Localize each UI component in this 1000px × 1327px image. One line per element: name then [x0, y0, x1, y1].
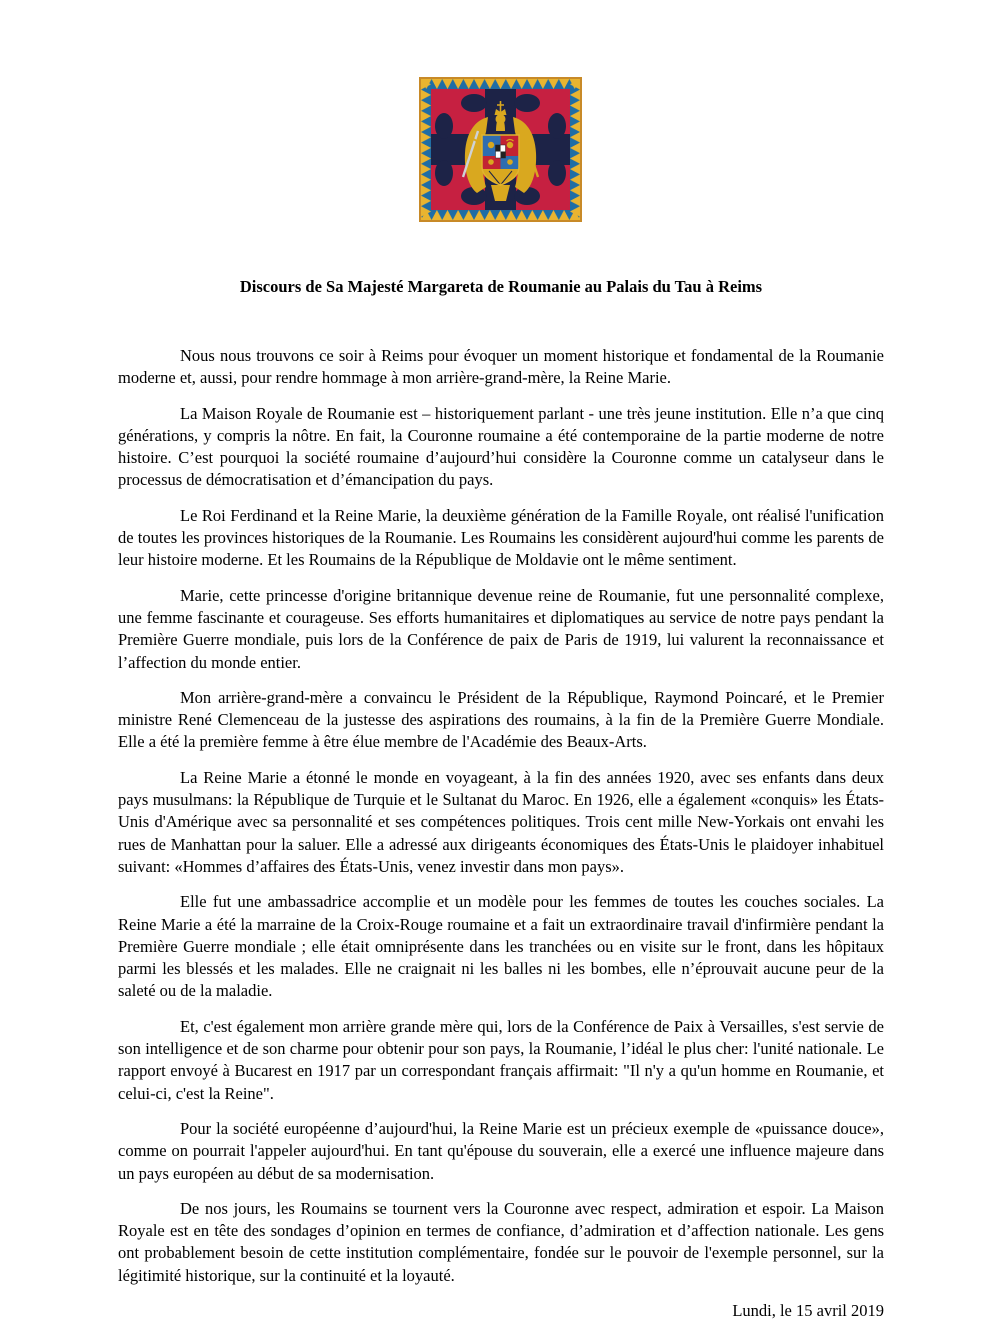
paragraph-8: Et, c'est également mon arrière grande mère qui, lors de la Conférence de Paix à Versailles, s'est servie de son intelligence et de son charme pour obtenir pour son pays, la Roumanie, l’idéal le plus cher: l'unité nationale. Le rapport envoyé à Bucarest en 1917 par un correspondant français affirmait: "Il n'y a qu'un homme en Roumanie, et celui-ci, c'est la Reine".	[118, 1016, 884, 1103]
romanian-royal-standard-image	[419, 77, 582, 222]
coat-of-arms-shield	[482, 135, 519, 185]
paragraph-7: Elle fut une ambassadrice accomplie et un modèle pour les femmes de toutes les couches sociales. La Reine Marie a été la marraine de la Croix-Rouge roumaine et a fait un extraordinaire travail d'infirmière pendant la Première Guerre mondiale ; elle était omniprésente dans les tranchées ou en visite sur le front, dans les hôpitaux parmi les blessés et les malades. Elle ne craignait ni les balles ni les bombes, elle n’éprouvait aucune peur de la saleté ou de la maladie.	[118, 892, 884, 1001]
paragraph-3: Le Roi Ferdinand et la Reine Marie, la deuxième génération de la Famille Royale, ont réalisé l'unification de toutes les provinces historiques de la Roumanie. Les Roumains les considèrent aujourd'hui comme les parents de leur histoire moderne. Et les Roumains de la République de Moldavie ont le même sentiment.	[118, 505, 884, 570]
document-body	[118, 276, 884, 1322]
paragraph-10: De nos jours, les Roumains se tournent vers la Couronne avec respect, admiration et espoir. La Maison Royale est en tête des sondages d’opinion en termes de confiance, d’admiration et d’affection nationale. Les gens ont probablement besoin de cette institution complémentaire, fondée sur le pouvoir de l'exemple personnel, sur la légitimité historique, sur la continuité et la loyauté.	[118, 1198, 884, 1285]
paragraph-5: Mon arrière-grand-mère a convaincu le Président de la République, Raymond Poincaré, et le Premier ministre René Clemenceau de la justesse des aspirations des roumains, à la fin de la Première Guerre Mondiale. Elle a été la première femme à être élue membre de l'Académie des Beaux-Arts.	[118, 687, 884, 752]
date-line: Lundi, le 15 avril 2019	[732, 1300, 884, 1320]
page-title: Discours de Sa Majesté Margareta de Roumanie au Palais du Tau à Reims	[239, 277, 763, 296]
paragraph-6: La Reine Marie a étonné le monde en voyageant, à la fin des années 1920, avec ses enfants dans deux pays musulmans: la République de Turquie et le Sultanat du Maroc. En 1926, elle a également «conquis» les États-Unis d'Amérique avec sa personnalité et ses compétences politiques. Trois cent mille New-Yorkais ont envahi les rues de Manhattan pour la saluer. Elle a adressé aux dirigeants économiques des États-Unis le plaidoyer inhabituel suivant: «Hommes d’affaires des États-Unis, venez investir dans mon pays».	[118, 767, 884, 876]
paragraph-4: Marie, cette princesse d'origine britannique devenue reine de Roumanie, fut une personnalité complexe, une femme fascinante et courageuse. Ses efforts humanitaires et diplomatiques au service de notre pays pendant la Première Guerre mondiale, puis lors de la Conférence de paix de Paris de 1919, lui valurent la reconnaissance et l’affection du monde entier.	[118, 585, 884, 672]
royal-standard-flag-icon	[419, 77, 582, 222]
paragraph-2: La Maison Royale de Roumanie est – historiquement parlant - une très jeune institution. Elle n’a que cinq générations, y compris la nôtre. En fait, la Couronne roumaine a été contemporaine de la partie moderne de notre histoire. C’est pourquoi la société roumaine d’aujourd’hui considère la Couronne comme un catalyseur dans le processus de démocratisation et d’émancipation du pays.	[118, 403, 884, 490]
paragraph-1: Nous nous trouvons ce soir à Reims pour évoquer un moment historique et fondamental de la Roumanie moderne et, aussi, pour rendre hommage à mon arrière-grand-mère, la Reine Marie.	[118, 346, 884, 388]
paragraph-9: Pour la société européenne d’aujourd'hui, la Reine Marie est un précieux exemple de «puissance douce», comme on pourrait l'appeler aujourd'hui. En tant qu'épouse du souverain, elle a exercé une influence majeure dans un pays européen au début de sa modernisation.	[118, 1118, 884, 1183]
